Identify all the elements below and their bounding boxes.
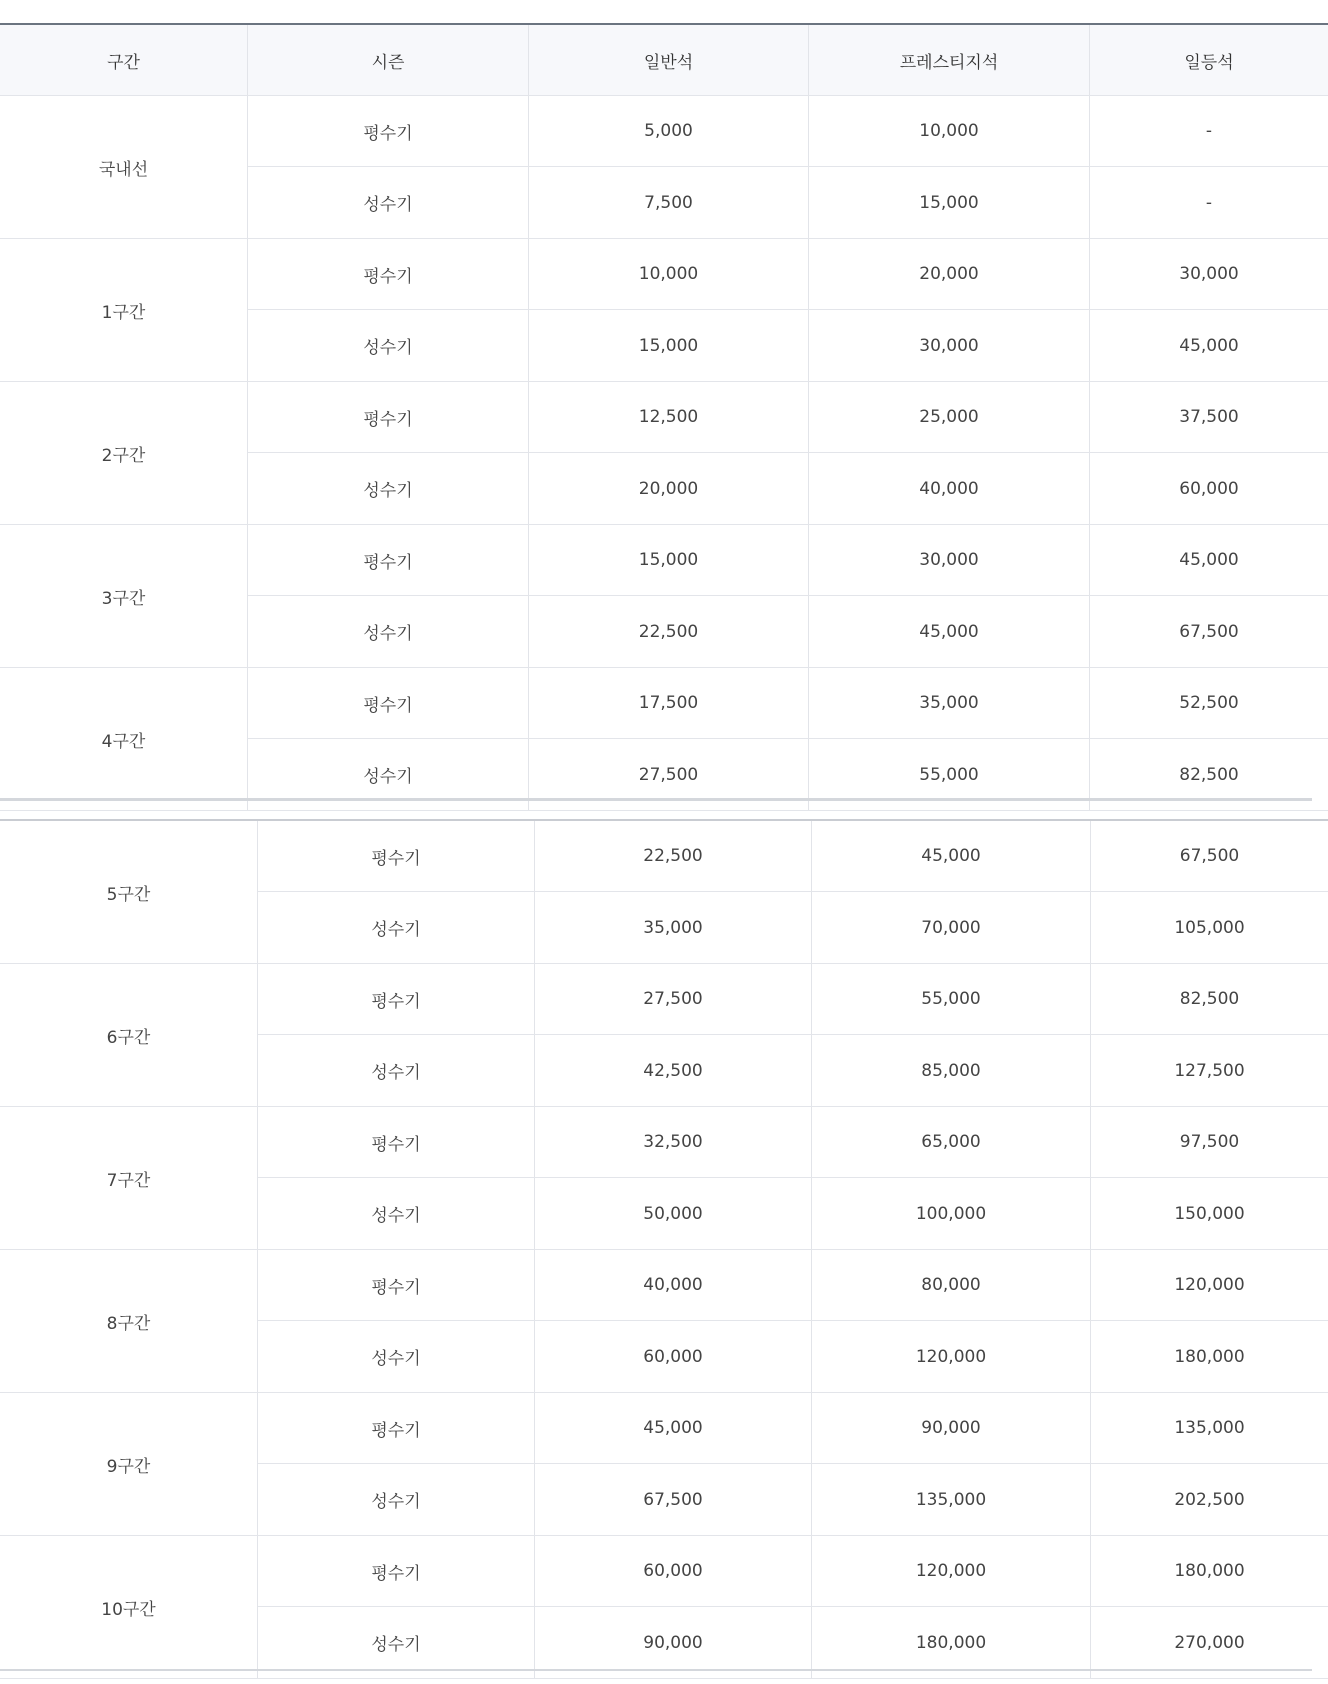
header-prestige: 프레스티지석 — [809, 25, 1090, 95]
economy-cell: 27,500 — [529, 739, 809, 810]
season-cell: 평수기 — [248, 525, 529, 595]
season-cell: 평수기 — [258, 821, 535, 891]
economy-cell: 27,500 — [535, 964, 812, 1034]
table-row — [248, 668, 1328, 739]
section-group — [0, 96, 1328, 239]
first-cell: 52,500 — [1179, 693, 1239, 713]
table-row — [248, 96, 1328, 167]
section-group — [0, 964, 1328, 1107]
season-cell: 평수기 — [258, 1250, 535, 1320]
section-label: 8구간 — [0, 1250, 258, 1392]
prestige-cell: 15,000 — [809, 167, 1090, 238]
table-row — [258, 1250, 1328, 1321]
prestige-cell: 65,000 — [812, 1107, 1091, 1177]
section-group — [0, 1250, 1328, 1393]
economy-cell: 50,000 — [535, 1178, 812, 1249]
first-cell: 67,500 — [1179, 621, 1239, 642]
economy-cell: 5,000 — [529, 96, 809, 166]
section-group — [0, 1107, 1328, 1250]
first-cell: - — [1205, 192, 1213, 213]
prestige-cell: 70,000 — [812, 892, 1091, 963]
table-row — [248, 382, 1328, 453]
first-cell: 270,000 — [1174, 1632, 1245, 1653]
section-rows — [258, 1107, 1328, 1249]
economy-cell: 90,000 — [535, 1607, 812, 1678]
table-row — [258, 1393, 1328, 1464]
first-cell: 30,000 — [1179, 264, 1239, 284]
season-cell: 평수기 — [248, 239, 529, 309]
prestige-cell: 100,000 — [812, 1178, 1091, 1249]
first-cell: 37,500 — [1179, 407, 1239, 427]
prestige-cell: 80,000 — [812, 1250, 1091, 1320]
economy-cell: 60,000 — [535, 1536, 812, 1606]
season-cell: 평수기 — [258, 1393, 535, 1463]
prestige-cell: 135,000 — [812, 1464, 1091, 1535]
section-group — [0, 1536, 1328, 1679]
section-rows — [248, 382, 1328, 524]
economy-cell: 32,500 — [535, 1107, 812, 1177]
first-cell: 180,000 — [1174, 1346, 1245, 1367]
table-row — [258, 1107, 1328, 1178]
header-season: 시즌 — [248, 25, 529, 95]
section-rows — [258, 1393, 1328, 1535]
economy-cell: 67,500 — [535, 1464, 812, 1535]
economy-cell: 45,000 — [535, 1393, 812, 1463]
table-row — [248, 310, 1328, 381]
table-row — [248, 596, 1328, 667]
table-divider — [0, 798, 1312, 801]
table-body-top — [0, 96, 1328, 811]
economy-cell: 20,000 — [529, 453, 809, 524]
economy-cell: 35,000 — [535, 892, 812, 963]
season-cell: 성수기 — [258, 1035, 535, 1106]
table-header-row — [0, 25, 1328, 96]
table-row — [258, 1321, 1328, 1392]
header-economy: 일반석 — [529, 25, 809, 95]
season-cell: 성수기 — [258, 1607, 535, 1678]
first-cell: 97,500 — [1179, 1132, 1240, 1152]
first-cell: 202,500 — [1174, 1489, 1245, 1510]
prestige-cell: 45,000 — [809, 596, 1090, 667]
prestige-cell: 10,000 — [809, 96, 1090, 166]
economy-cell: 60,000 — [535, 1321, 812, 1392]
economy-cell: 17,500 — [529, 668, 809, 738]
prestige-cell: 90,000 — [812, 1393, 1091, 1463]
header-section: 구간 — [0, 25, 248, 95]
table-row — [258, 821, 1328, 892]
season-cell: 성수기 — [248, 739, 529, 810]
season-cell: 성수기 — [258, 1464, 535, 1535]
section-label: 9구간 — [0, 1393, 258, 1535]
section-rows — [248, 239, 1328, 381]
economy-cell: 10,000 — [529, 239, 809, 309]
economy-cell: 22,500 — [529, 596, 809, 667]
economy-cell: 42,500 — [535, 1035, 812, 1106]
prestige-cell: 120,000 — [812, 1536, 1091, 1606]
header-first: 일등석 — [1184, 52, 1234, 73]
prestige-cell: 180,000 — [812, 1607, 1091, 1678]
season-cell: 평수기 — [258, 1536, 535, 1606]
economy-cell: 15,000 — [529, 525, 809, 595]
table-row — [258, 1464, 1328, 1535]
season-cell: 성수기 — [248, 310, 529, 381]
prestige-cell: 30,000 — [809, 525, 1090, 595]
table-bottom-border — [0, 1669, 1312, 1671]
table-row — [258, 1178, 1328, 1249]
section-label: 5구간 — [0, 821, 258, 963]
section-rows — [248, 525, 1328, 667]
section-rows — [258, 1536, 1328, 1678]
first-cell: 60,000 — [1179, 478, 1239, 499]
section-label: 1구간 — [0, 239, 248, 381]
section-group — [0, 668, 1328, 811]
first-cell: 45,000 — [1179, 550, 1239, 570]
season-cell: 평수기 — [248, 382, 529, 452]
section-rows — [258, 821, 1328, 963]
economy-cell: 22,500 — [535, 821, 812, 891]
prestige-cell: 25,000 — [809, 382, 1090, 452]
section-group — [0, 382, 1328, 525]
table-row — [248, 167, 1328, 238]
season-cell: 성수기 — [258, 1178, 535, 1249]
section-rows — [258, 964, 1328, 1106]
table-row — [258, 1035, 1328, 1106]
first-cell: 150,000 — [1174, 1203, 1245, 1224]
first-cell: 67,500 — [1179, 846, 1240, 866]
section-label: 6구간 — [0, 964, 258, 1106]
season-cell: 평수기 — [248, 96, 529, 166]
table-row — [258, 892, 1328, 963]
table-row — [248, 453, 1328, 524]
first-cell: 105,000 — [1174, 917, 1245, 938]
section-label: 4구간 — [0, 668, 248, 810]
section-group — [0, 239, 1328, 382]
season-cell: 평수기 — [248, 668, 529, 738]
section-rows — [248, 668, 1328, 810]
season-cell: 성수기 — [258, 1321, 535, 1392]
section-group — [0, 821, 1328, 964]
first-cell: 82,500 — [1179, 764, 1239, 785]
table-row — [258, 1607, 1328, 1678]
first-cell: 45,000 — [1179, 335, 1239, 356]
economy-cell: 40,000 — [535, 1250, 812, 1320]
section-label: 2구간 — [0, 382, 248, 524]
first-cell: 180,000 — [1174, 1561, 1245, 1581]
economy-cell: 12,500 — [529, 382, 809, 452]
season-cell: 성수기 — [248, 596, 529, 667]
prestige-cell: 35,000 — [809, 668, 1090, 738]
economy-cell: 15,000 — [529, 310, 809, 381]
table-body-bottom — [0, 821, 1328, 1679]
prestige-cell: 20,000 — [809, 239, 1090, 309]
prestige-cell: 120,000 — [812, 1321, 1091, 1392]
section-rows — [248, 96, 1328, 238]
section-group — [0, 525, 1328, 668]
economy-cell: 7,500 — [529, 167, 809, 238]
section-group — [0, 1393, 1328, 1536]
section-label: 10구간 — [0, 1536, 258, 1678]
table-row — [248, 239, 1328, 310]
season-cell: 성수기 — [258, 892, 535, 963]
first-cell: 82,500 — [1179, 989, 1240, 1009]
section-rows — [258, 1250, 1328, 1392]
table-row — [248, 525, 1328, 596]
table-row — [258, 1536, 1328, 1607]
prestige-cell: 30,000 — [809, 310, 1090, 381]
mileage-table-bottom — [0, 819, 1328, 1679]
season-cell: 성수기 — [248, 167, 529, 238]
prestige-cell: 40,000 — [809, 453, 1090, 524]
section-label: 국내선 — [0, 96, 248, 238]
first-cell: 120,000 — [1174, 1275, 1245, 1295]
season-cell: 평수기 — [258, 1107, 535, 1177]
first-cell: 135,000 — [1174, 1418, 1245, 1438]
table-row — [258, 964, 1328, 1035]
season-cell: 평수기 — [258, 964, 535, 1034]
section-label: 7구간 — [0, 1107, 258, 1249]
mileage-table-top — [0, 23, 1328, 811]
prestige-cell: 55,000 — [812, 964, 1091, 1034]
first-cell: - — [1205, 121, 1213, 141]
first-cell: 127,500 — [1174, 1060, 1245, 1081]
section-label: 3구간 — [0, 525, 248, 667]
season-cell: 성수기 — [248, 453, 529, 524]
prestige-cell: 55,000 — [809, 739, 1090, 810]
prestige-cell: 45,000 — [812, 821, 1091, 891]
prestige-cell: 85,000 — [812, 1035, 1091, 1106]
